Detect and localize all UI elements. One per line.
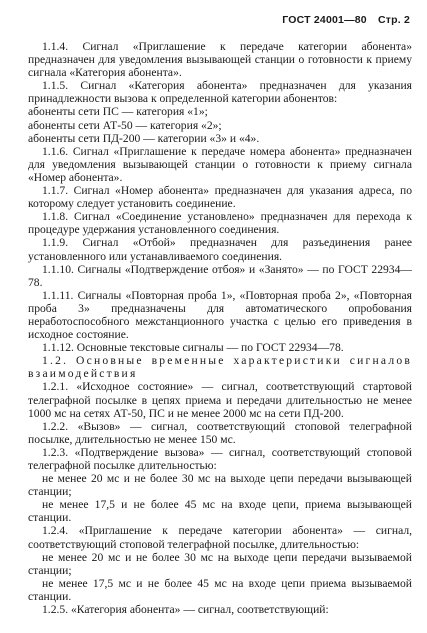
clause-1-1-4: 1.1.4. Сигнал «Приглашение к передаче категории абонента» предназначен для уведомления вызывающей станции о готовности к приему сигнала «Категория абонента». [28, 40, 412, 80]
clause-1-1-10: 1.1.10. Сигналы «Подтверждение отбоя» и «Занято» — по ГОСТ 22934—78. [28, 262, 412, 289]
clause-1-2-3: 1.2.3. «Подтверждение вызова» — сигнал, соответствующий стоповой телеграфной посылке длительностью: [28, 445, 412, 472]
timing-item-1-2-4-b: не менее 17,5 мс и не более 45 мс на входе цепи приема вызываемой станции. [28, 576, 412, 603]
document-page [28, 14, 412, 616]
page-number: Стр. 2 [377, 14, 410, 26]
clause-1-1-7: 1.1.7. Сигнал «Номер абонента» предназначен для указания адреса, по которому следует установить соединение. [28, 184, 412, 211]
timing-item-1-2-3-b: не менее 17,5 и не более 45 мс на входе цепи, приема вызывающей станции. [28, 498, 412, 525]
clause-1-1-6: 1.1.6. Сигнал «Приглашение к передаче номера абонента» предназначен для уведомления вызывающей станции о готовности к приему сигнала «Номер абонента». [28, 144, 412, 184]
timing-item-1-2-3-a: не менее 20 мс и не более 30 мс на выходе цепи передачи вызывающей станции; [28, 472, 412, 499]
clause-1-1-8: 1.1.8. Сигнал «Соединение установлено» предназначен для перехода к процедуре удержания установленного соединения. [28, 210, 412, 237]
clause-1-2-1: 1.2.1. «Исходное состояние» — сигнал, соответствующий стартовой телеграфной посылке в цепях приема и передачи длительностью не менее 1000 мс на сетях АТ-50, ПС и не менее 2000 мс на сети ПД-200. [28, 380, 412, 420]
clause-1-2-2: 1.2.2. «Вызов» — сигнал, соответствующий стоповой телеграфной посылке, длительностью не менее 150 мс. [28, 419, 412, 446]
section-1-2-heading: 1.2. Основные временные характеристики сигналов взаимодействия [28, 354, 412, 381]
category-item-at50: абоненты сети АТ-50 — категория «2»; [28, 118, 222, 132]
clause-1-1-12: 1.1.12. Основные текстовые сигналы — по ГОСТ 22934—78. [42, 341, 344, 355]
timing-item-1-2-4-a: не менее 20 мс и не более 30 мс на выходе цепи передачи вызываемой станции; [28, 550, 412, 577]
clause-1-2-4: 1.2.4. «Приглашение к передаче категории абонента» — сигнал, соответствующий стоповой телеграфной посылке, длительностью: [28, 524, 412, 551]
clause-1-2-5: 1.2.5. «Категория абонента» — сигнал, соответствующий: [42, 603, 329, 617]
standard-number: ГОСТ 24001—80 [282, 14, 367, 26]
category-item-ps: абоненты сети ПС — категория «1»; [28, 105, 208, 119]
clause-1-1-5: 1.1.5. Сигнал «Категория абонента» предназначен для указания принадлежности вызова к определенной категории абонентов: [28, 79, 412, 106]
category-item-pd200: абоненты сети ПД-200 — категории «3» и «4». [28, 131, 260, 145]
document-body [28, 40, 412, 616]
page-header [28, 14, 412, 26]
clause-1-1-11: 1.1.11. Сигналы «Повторная проба 1», «Повторная проба 2», «Повторная проба 3» предназначены для автоматического опробования неработоспособного межстанционного участка с целью его приведения в исходное состояние. [28, 288, 412, 342]
clause-1-1-9: 1.1.9. Сигнал «Отбой» предназначен для разъединения ранее установленного или устанавливаемого соединения. [28, 236, 412, 263]
